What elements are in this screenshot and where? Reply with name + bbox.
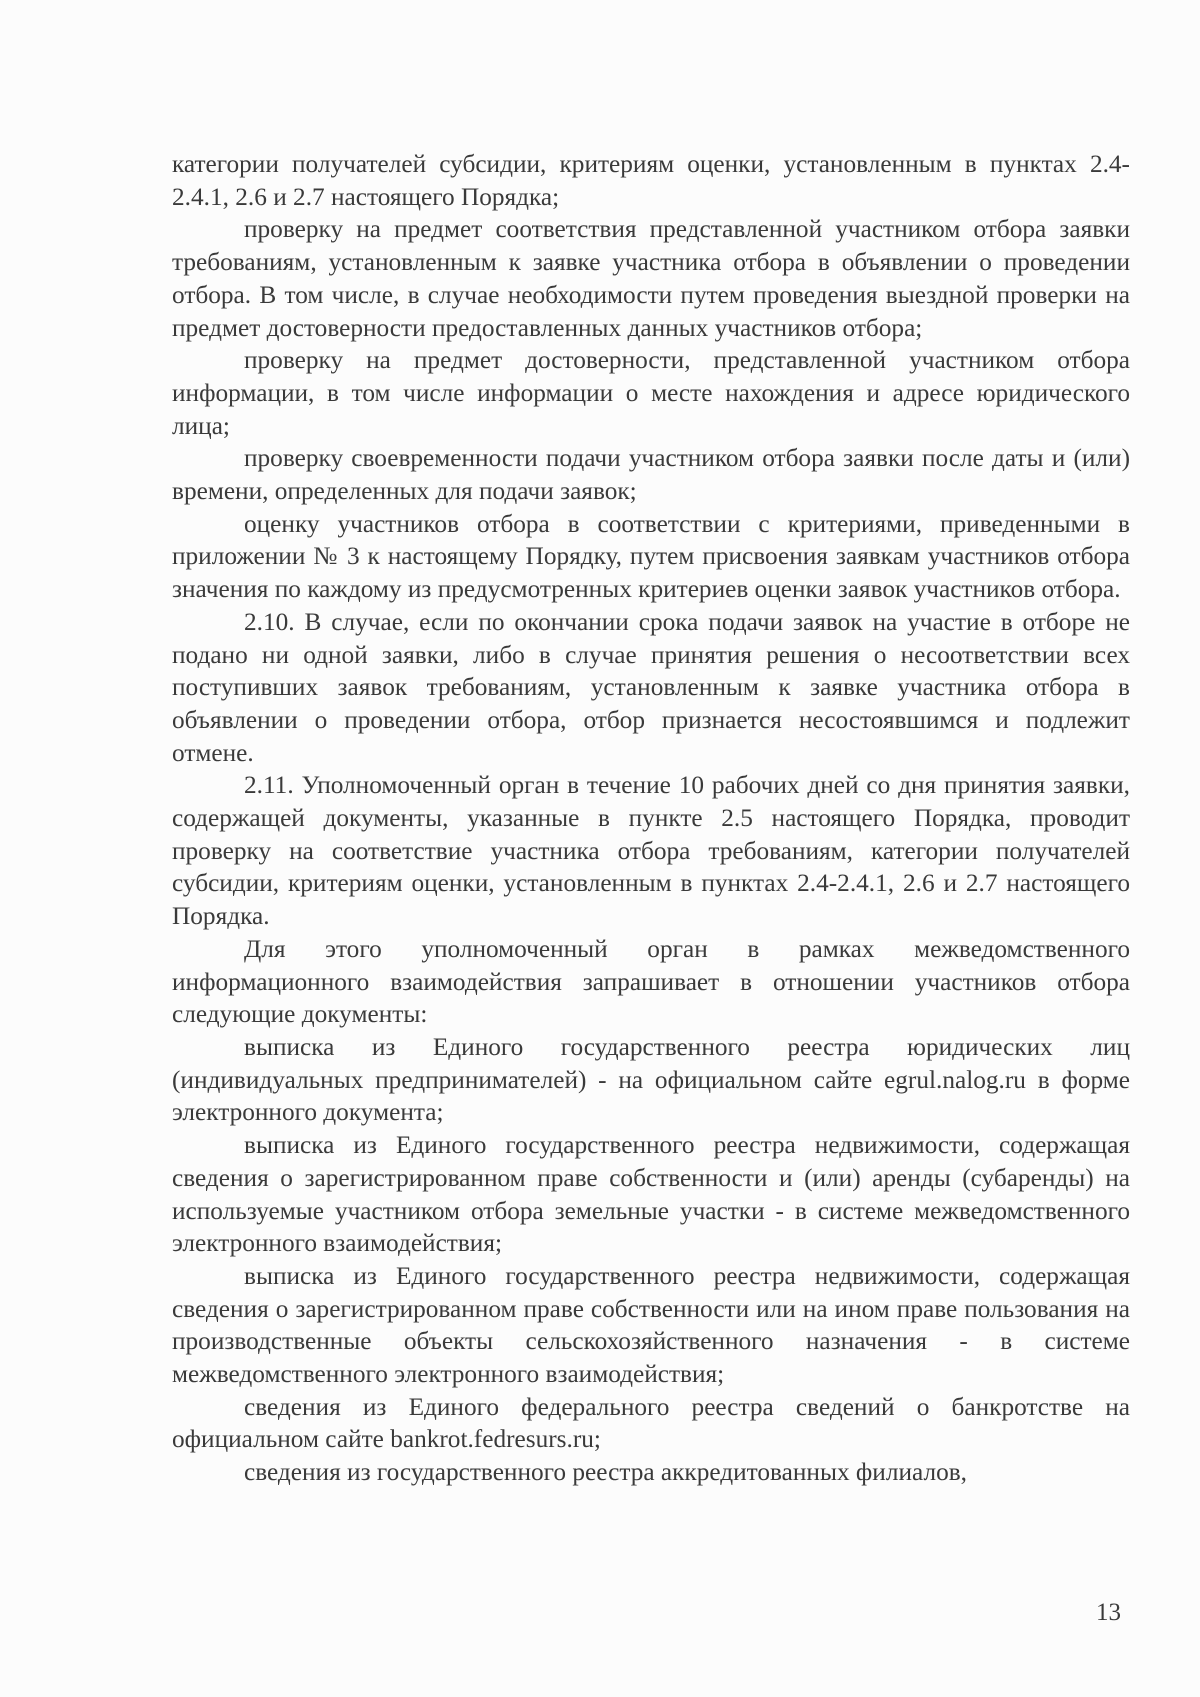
paragraph-2-10: 2.10. В случае, если по окончании срока подачи заявок на участие в отборе не подано ни одной заявки, либо в случае принятия решения о несоответствии всех поступивших заявок требованиям, установленным к заявке участника отбора в объявлении о проведении отбора, отбор признается несостоявшимся и подлежит отмене.: [172, 607, 1130, 767]
paragraph-check-reliability: проверку на предмет достоверности, представленной участником отбора информации, в том числе информации о месте нахождения и адресе юридического лица;: [172, 346, 1130, 440]
paragraph-assessment: оценку участников отбора в соответствии с критериями, приведенными в приложении № 3 к настоящему Порядку, путем присвоения заявкам участников отбора значения по каждому из предусмотренных критериев оценки заявок участников отбора.: [172, 509, 1130, 604]
paragraph-bankruptcy-info: сведения из Единого федерального реестра сведений о банкротстве на официальном сайте bankrot.fedresurs.ru;: [172, 1392, 1130, 1454]
paragraph-2-11: 2.11. Уполномоченный орган в течение 10 рабочих дней со дня принятия заявки, содержащей документы, указанные в пункте 2.5 настоящего Порядка, проводит проверку на соответствие участника отбора требованиям, категории получателей субсидии, критериям оценки, установленным в пунктах 2.4-2.4.1, 2.6 и 2.7 настоящего Порядка.: [172, 771, 1130, 931]
document-body: [172, 148, 1130, 1489]
paragraph-egrn-land-extract: выписка из Единого государственного реестра недвижимости, содержащая сведения о зарегистрированном праве собственности и (или) аренды (субаренды) на используемые участником отбора земельные участки - в системе межведомственного электронного взаимодействия;: [172, 1131, 1130, 1258]
paragraph-interagency-request: Для этого уполномоченный орган в рамках межведомственного информационного взаимодействия запрашивает в отношении участников отбора следующие документы:: [172, 934, 1130, 1029]
paragraph-egrul-extract: выписка из Единого государственного реестра юридических лиц (индивидуальных предпринимателей) - на официальном сайте egrul.nalog.ru в форме электронного документа;: [172, 1032, 1130, 1127]
paragraph-check-application: проверку на предмет соответствия представленной участником отбора заявки требованиям, установленным к заявке участника отбора в объявлении о проведении отбора. В том числе, в случае необходимости путем проведения выездной проверки на предмет достоверности предоставленных данных участников отбора;: [172, 215, 1130, 342]
page-number: 13: [1096, 1599, 1121, 1626]
paragraph-branches-register: сведения из государственного реестра аккредитованных филиалов,: [244, 1458, 967, 1487]
paragraph-check-timeliness: проверку своевременности подачи участником отбора заявки после даты и (или) времени, определенных для подачи заявок;: [172, 444, 1130, 506]
paragraph-egrn-objects-extract: выписка из Единого государственного реестра недвижимости, содержащая сведения о зарегистрированном праве собственности или на ином праве пользования на производственные объекты сельскохозяйственного назначения - в системе межведомственного электронного взаимодействия;: [172, 1261, 1130, 1389]
paragraph-continuation: категории получателей субсидии, критериям оценки, установленным в пунктах 2.4-2.4.1, 2.6 и 2.7 настоящего Порядка;: [172, 150, 1130, 211]
